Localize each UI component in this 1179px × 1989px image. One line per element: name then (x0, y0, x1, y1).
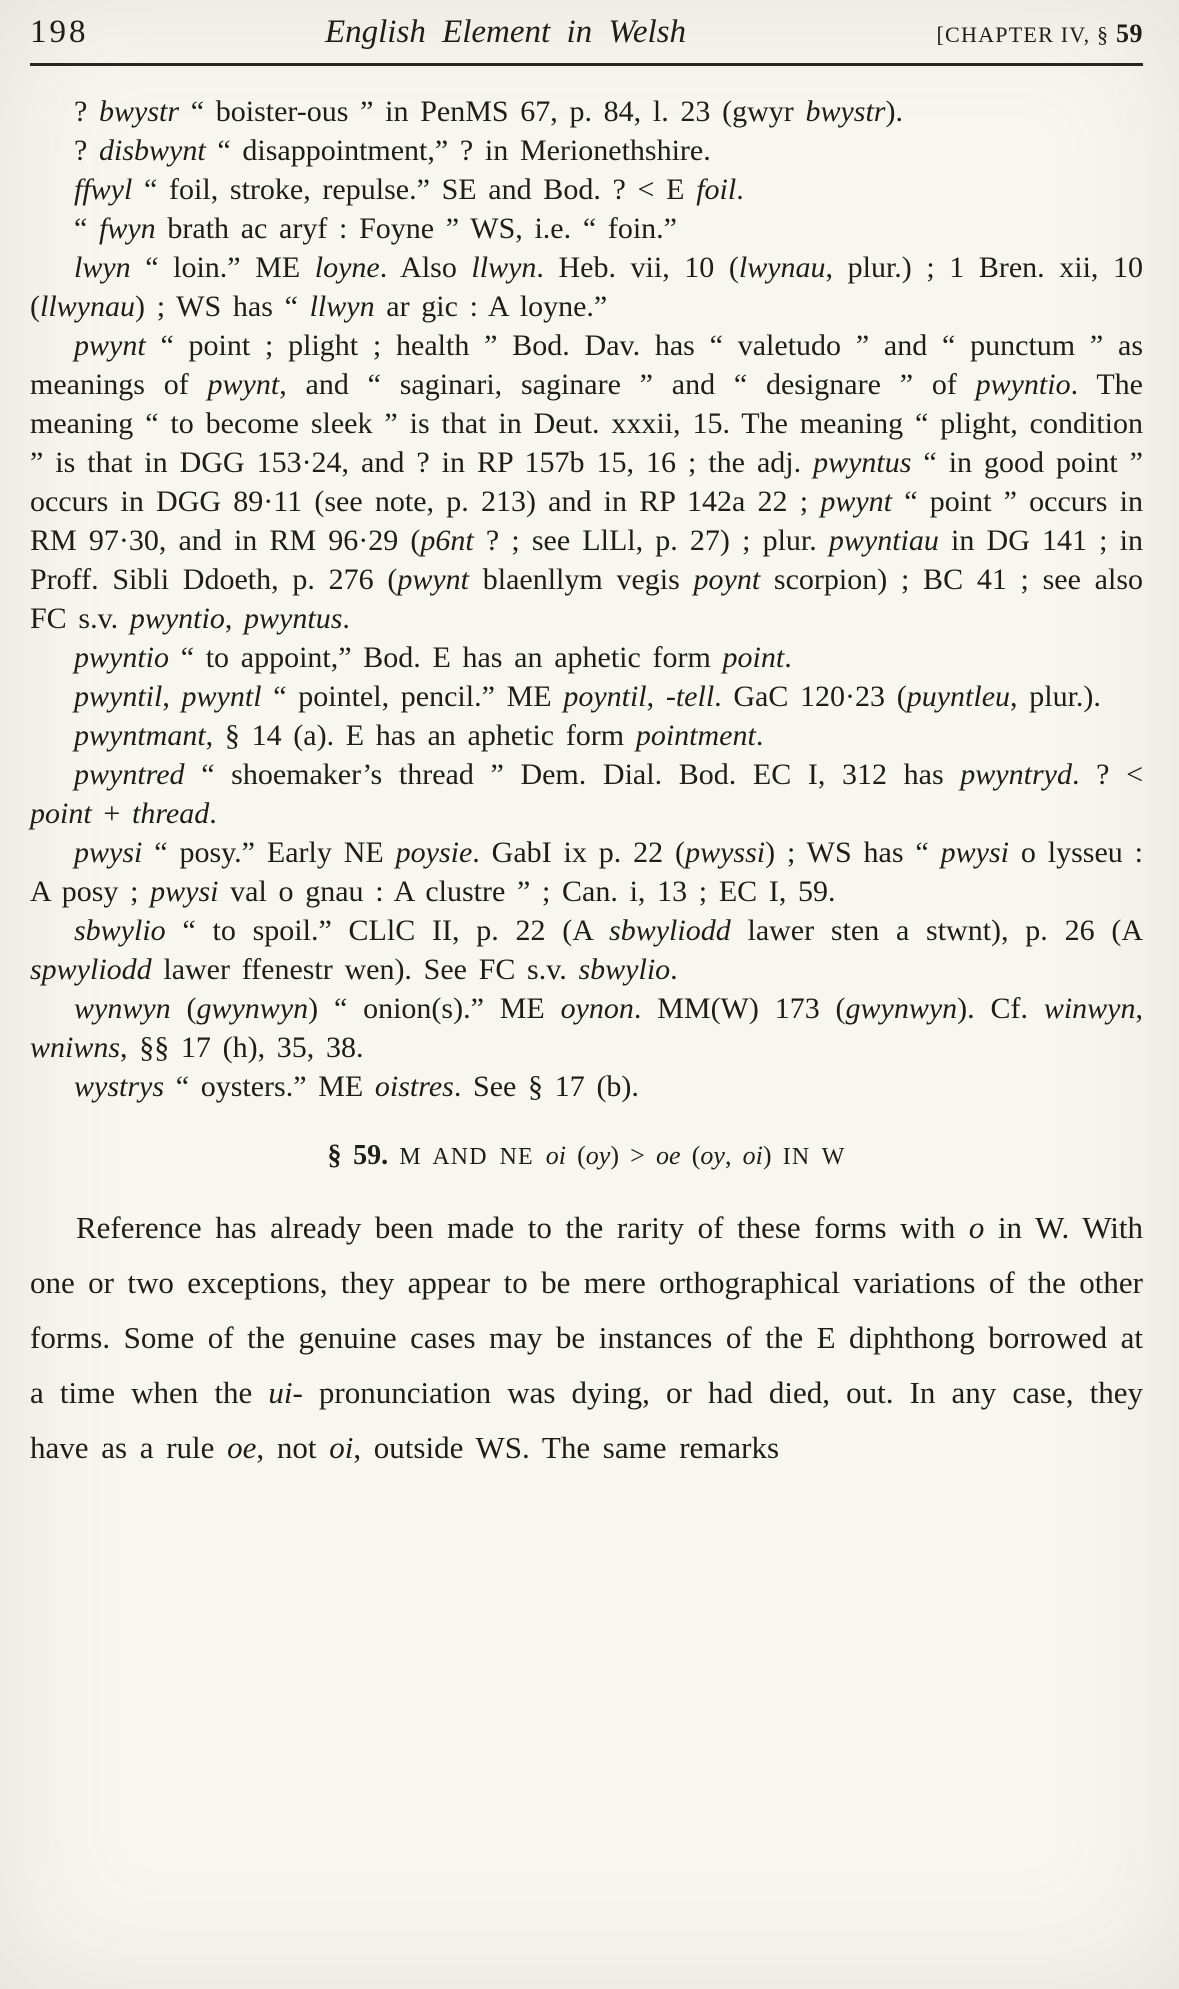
italic-text-run: oy (585, 1141, 611, 1170)
italic-text-run: puyntleu (906, 680, 1011, 713)
text-run: , (646, 680, 666, 713)
italic-text-run: oi (329, 1430, 354, 1465)
entries-container (30, 92, 1143, 1106)
italic-text-run: pwynt (397, 563, 469, 596)
italic-text-run: poyntil (563, 680, 647, 713)
text-run: “ in good point ” occurs in DGG 89·11 (see note, p. 213) and in RP 142a 22 ; (30, 446, 1144, 518)
text-run: pronunciation was dying, or had died, out. In any case, they have as a rule (30, 1375, 1143, 1465)
text-run: + (91, 797, 132, 830)
text-run: “ loin.” ME (130, 251, 315, 284)
text-run: , (162, 680, 182, 713)
italic-text-run: pwyntred (74, 758, 185, 791)
italic-text-run: poynt (693, 563, 761, 596)
text-run: . (784, 641, 792, 674)
italic-text-run: pwyntio (74, 641, 169, 674)
dictionary-entry (30, 326, 1143, 638)
text-run: “ boister-ous ” in PenMS 67, p. 84, l. 23 (gwyr (179, 95, 806, 128)
dictionary-entry (30, 131, 1143, 170)
text-run: ). Cf. (957, 992, 1044, 1025)
dictionary-entry (30, 638, 1143, 677)
italic-text-run: pwyntmant (74, 719, 206, 752)
text-run: ar gic : A loyne.” (374, 290, 608, 323)
text-run: ? ; see LlLl, p. 27) ; plur. (473, 524, 829, 557)
header-rule (30, 63, 1143, 66)
text-run: , § 14 (a). E has an aphetic form (205, 719, 636, 752)
italic-text-run: fwyn (99, 212, 156, 245)
dictionary-entry (30, 833, 1143, 911)
page-number: 198 (30, 14, 89, 50)
text-run: ? (74, 134, 100, 167)
italic-text-run: pwyntiau (828, 524, 939, 557)
italic-text-run: pwynt (820, 485, 892, 518)
smallcaps-text-run: M AND NE (399, 1144, 546, 1170)
italic-text-run: pwyssi (685, 836, 766, 869)
dictionary-entry (30, 248, 1143, 326)
italic-text-run: ffwyl (74, 173, 133, 206)
italic-text-run: wynwyn (74, 992, 171, 1025)
italic-text-run: pointment (635, 719, 756, 752)
text-run: ) > (610, 1141, 657, 1170)
italic-text-run: p6nt (420, 524, 474, 557)
bold-text-run: § 59. (327, 1140, 389, 1171)
italic-text-run: pwynt (207, 368, 280, 401)
text-run: scorpion) ; BC 41 ; see also FC s.v. (30, 563, 1144, 635)
italic-text-run: foil (696, 173, 737, 206)
text-run: “ oysters.” ME (164, 1070, 375, 1103)
italic-text-run: pwysi (940, 836, 1009, 869)
italic-text-run: pwyntil (74, 680, 163, 713)
text-run: “ posy.” Early NE (142, 836, 396, 869)
dictionary-entry (30, 170, 1143, 209)
chapter-reference (936, 19, 1143, 49)
text-run: . Also (379, 251, 472, 284)
italic-text-run: poysie (395, 836, 473, 869)
text-run: ? (74, 95, 100, 128)
italic-text-run: oy (700, 1141, 725, 1170)
smallcaps-text-run: IN W (782, 1144, 846, 1170)
page-header (30, 14, 1143, 51)
dictionary-entry (30, 209, 1143, 248)
text-run: in DG 141 ; in Proff. Sibli Ddoeth, p. 276 ( (30, 524, 1143, 596)
dictionary-entry (30, 911, 1143, 989)
italic-text-run: lwyn (74, 251, 131, 284)
text-run: . Heb. vii, 10 ( (536, 251, 739, 284)
italic-text-run: pwynt (74, 329, 146, 362)
text-run: “ point ; plight ; health ” Bod. Dav. has “ valetudo ” and “ punctum ” as meanings of (30, 329, 1143, 401)
italic-text-run: o (968, 1210, 985, 1245)
italic-text-run: sbwylio (74, 914, 166, 947)
text-run: lawer sten a stwnt), p. 26 (A (730, 914, 1143, 947)
italic-text-run: loyne (314, 251, 380, 284)
text-run: , not (256, 1430, 330, 1465)
section-paragraphs (30, 1200, 1143, 1475)
text-run: ). (885, 95, 903, 128)
italic-text-run: gwynwyn (196, 992, 309, 1025)
text-run: , §§ 17 (h), 35, 38. (120, 1031, 364, 1064)
italic-text-run: pwysi (74, 836, 143, 869)
italic-text-run: pwyntus (244, 602, 343, 635)
smallcaps-text-run: [CHAPTER IV, § (936, 22, 1116, 47)
italic-text-run: oistres (374, 1070, 454, 1103)
text-run: val o gnau : A clustre ” ; Can. i, 13 ; EC I, 59. (218, 875, 836, 908)
section-heading (30, 1140, 1143, 1172)
text-run (388, 1141, 399, 1170)
italic-text-run: pwyntio (975, 368, 1071, 401)
italic-text-run: llwynau (40, 290, 135, 323)
text-run: o lysseu : A posy ; (30, 836, 1144, 908)
text-run: “ to spoil.” CLlC II, p. 22 (A (165, 914, 610, 947)
italic-text-run: llwyn (471, 251, 537, 284)
italic-text-run: spwyliodd (30, 953, 152, 986)
dictionary-entry (30, 989, 1143, 1067)
italic-text-run: sbwyliodd (609, 914, 731, 947)
italic-text-run: oi (742, 1141, 763, 1170)
text-run: . MM(W) 173 ( (633, 992, 846, 1025)
text-run: . See § 17 (b). (453, 1070, 639, 1103)
italic-text-run: pwysi (150, 875, 219, 908)
italic-text-run: pwyntryd (960, 758, 1072, 791)
dictionary-entry (30, 1067, 1143, 1106)
text-run: Reference has already been made to the rarity of these forms with (76, 1210, 969, 1245)
text-run: , and “ saginari, saginare ” and “ designare ” of (279, 368, 976, 401)
text-run: , outside WS. The same remarks (353, 1430, 780, 1465)
text-run: “ to appoint,” Bod. E has an aphetic form (169, 641, 723, 674)
text-run: , plur.) ; 1 Bren. xii, 10 ( (30, 251, 1143, 323)
italic-text-run: pwyntl (181, 680, 262, 713)
running-title: English Element in Welsh (324, 14, 686, 50)
italic-text-run: lwynau (738, 251, 826, 284)
text-run: ( (170, 992, 197, 1025)
text-run: lawer ffenestr wen). See FC s.v. (151, 953, 579, 986)
text-run: . (736, 173, 744, 206)
italic-text-run: disbwynt (99, 134, 206, 167)
dictionary-entry (30, 716, 1143, 755)
text-run: ) ; WS has “ (135, 290, 310, 323)
text-run: ( (680, 1141, 701, 1170)
italic-text-run: wniwns (30, 1031, 121, 1064)
body-paragraph (30, 1200, 1143, 1475)
text-run: , (1135, 992, 1143, 1025)
italic-text-run: gwynwyn (845, 992, 958, 1025)
text-run: blaenllym vegis (469, 563, 694, 596)
text-run: ) “ onion(s).” ME (308, 992, 561, 1025)
italic-text-run: sbwylio (578, 953, 671, 986)
text-run: “ pointel, pencil.” ME (261, 680, 564, 713)
italic-text-run: wystrys (74, 1070, 164, 1103)
dictionary-entry (30, 677, 1143, 716)
text-run: “ disappointment,” ? in Merionethshire. (205, 134, 711, 167)
italic-text-run: point (722, 641, 785, 674)
text-run: . The meaning “ to become sleek ” is that in Deut. xxxii, 15. The meaning “ plight, condition ” is that in DGG 153·24, and ? in RP 157b 15, 16 ; the adj. (30, 368, 1143, 479)
text-run: in W. With one or two exceptions, they appear to be mere orthographical variations of the other forms. Some of the genuine cases may be instances of the E diphthong borrowed at a time when the (30, 1210, 1144, 1410)
text-run: ) ; WS has “ (765, 836, 941, 869)
text-run: “ point ” occurs in RM 97·30, and in RM 96·29 ( (30, 485, 1144, 557)
text-run: , (724, 1141, 743, 1170)
text-run: , plur.). (1010, 680, 1101, 713)
bold-text-run: 59 (1116, 19, 1143, 48)
text-run: . GaC 120·23 ( (714, 680, 907, 713)
italic-text-run: pwyntio (129, 602, 225, 635)
italic-text-run: thread (132, 797, 210, 830)
text-run: . (755, 719, 764, 752)
dictionary-entry (30, 92, 1143, 131)
text-run: . (342, 602, 350, 635)
text-run: . (670, 953, 678, 986)
italic-text-run: pwyntus (813, 446, 912, 479)
italic-text-run: bwystr (99, 95, 180, 128)
italic-text-run: oe (227, 1430, 257, 1465)
italic-text-run: oe (656, 1141, 681, 1170)
text-run: “ (74, 212, 100, 245)
text-run: ( (565, 1141, 586, 1170)
italic-text-run: ui- (268, 1375, 303, 1410)
text-run: , (224, 602, 245, 635)
italic-text-run: llwyn (309, 290, 375, 323)
text-run: . GabI ix p. 22 ( (472, 836, 686, 869)
italic-text-run: point (30, 797, 92, 830)
text-run: brath ac aryf : Foyne ” WS, i.e. “ foin.” (155, 212, 677, 245)
text-run: . ? < (1071, 758, 1143, 791)
dictionary-entry (30, 755, 1143, 833)
italic-text-run: -tell (665, 680, 715, 713)
italic-text-run: bwystr (805, 95, 886, 128)
text-run: . (209, 797, 217, 830)
text-run: “ foil, stroke, repulse.” SE and Bod. ? < E (132, 173, 697, 206)
italic-text-run: oynon (560, 992, 634, 1025)
italic-text-run: oi (545, 1141, 566, 1170)
text-run: ) (762, 1141, 783, 1170)
italic-text-run: winwyn (1043, 992, 1136, 1025)
text-run: “ shoemaker’s thread ” Dem. Dial. Bod. EC I, 312 has (184, 758, 961, 791)
